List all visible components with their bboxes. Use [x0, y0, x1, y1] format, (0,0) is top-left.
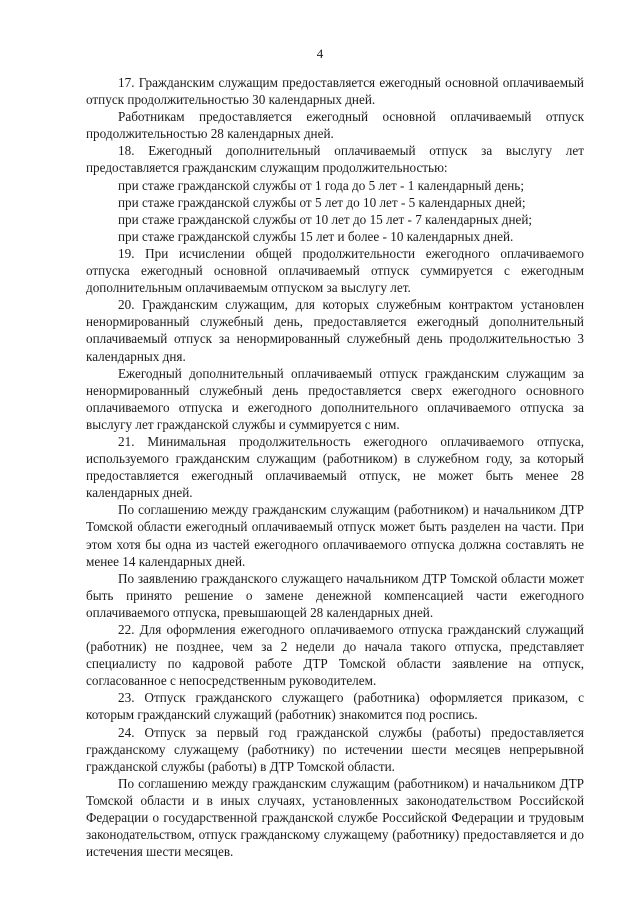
paragraph-21-compensation: По заявлению гражданского служащего начальником ДТР Томской области может быть принято решение о замене денежной компенсацией части ежегодного оплачиваемого отпуска, превышающей 28 календарных дней.: [86, 570, 584, 620]
paragraph-21-split: По соглашению между гражданским служащим (работником) и начальником ДТР Томской области ежегодный оплачиваемый отпуск может быть разделен на части. При этом хотя бы одна из частей ежегодного оплачиваемого отпуска должна составлять не менее 14 календарных дней.: [86, 502, 584, 569]
paragraph-workers-leave: Работникам предоставляется ежегодный основной оплачиваемый отпуск продолжительностью 28 календарных дней.: [86, 109, 584, 142]
paragraph-20: 20. Гражданским служащим, для которых служебным контрактом установлен ненормированный служебный день, предоставляется ежегодный дополнительный оплачиваемый отпуск за ненормированный служебный день продолжительностью 3 календарных дня.: [86, 297, 584, 364]
paragraph-23: 23. Отпуск гражданского служащего (работника) оформляется приказом, с которым гражданский служащий (работник) знакомится под роспись.: [86, 690, 584, 723]
paragraph-24-agreement: По соглашению между гражданским служащим (работником) и начальником ДТР Томской области и в иных случаях, установленных законодательством Российской Федерации о государственной гражданской службе Российской Федерации и трудовым законодательством, отпуск гражданскому служащему (работнику) предоставляется и до истечения шести месяцев.: [86, 775, 584, 860]
paragraph-21: 21. Минимальная продолжительность ежегодного оплачиваемого отпуска, используемого гражданским служащим (работником) в служебном году, за который предоставляется ежегодный оплачиваемый отпуск, не может быть менее 28 календарных дней.: [86, 433, 584, 501]
paragraph-22: 22. Для оформления ежегодного оплачиваемого отпуска гражданский служащий (работник) не позднее, чем за 2 недели до начала такого отпуска, представляет специалисту по кадровой работе ДТР Томской области заявление на отпуск, согласованное с непосредственным руководителем.: [86, 622, 584, 689]
page-number: 4: [316, 46, 324, 61]
list-item-service-5-10: при стаже гражданской службы от 5 лет до 10 лет - 5 календарных дней;: [118, 194, 526, 210]
list-item-service-15-plus: при стаже гражданской службы 15 лет и более - 10 календарных дней.: [118, 228, 514, 244]
document-body: [86, 74, 584, 860]
list-item-service-1-5: при стаже гражданской службы от 1 года до 5 лет - 1 календарный день;: [118, 177, 524, 193]
paragraph-18: 18. Ежегодный дополнительный оплачиваемый отпуск за выслугу лет предоставляется гражданским служащим продолжительностью:: [86, 143, 584, 176]
paragraph-17: 17. Гражданским служащим предоставляется ежегодный основной оплачиваемый отпуск продолжительностью 30 календарных дней.: [86, 75, 584, 108]
paragraph-19: 19. При исчислении общей продолжительности ежегодного оплачиваемого отпуска ежегодный основной оплачиваемый отпуск суммируется с ежегодным дополнительным оплачиваемым отпуском за выслугу лет.: [86, 245, 584, 296]
paragraph-20-additional: Ежегодный дополнительный оплачиваемый отпуск гражданским служащим за ненормированный служебный день предоставляется сверх ежегодного основного оплачиваемого отпуска и ежегодного дополнительного оплачиваемого отпуска за выслугу лет гражданской службы и суммируется с ним.: [86, 365, 584, 432]
list-item-service-10-15: при стаже гражданской службы от 10 лет до 15 лет - 7 календарных дней;: [118, 211, 533, 227]
paragraph-24: 24. Отпуск за первый год гражданской службы (работы) предоставляется гражданскому служащему (работнику) по истечении шести месяцев непрерывной гражданской службы (работы) в ДТР Томской области.: [86, 724, 584, 774]
